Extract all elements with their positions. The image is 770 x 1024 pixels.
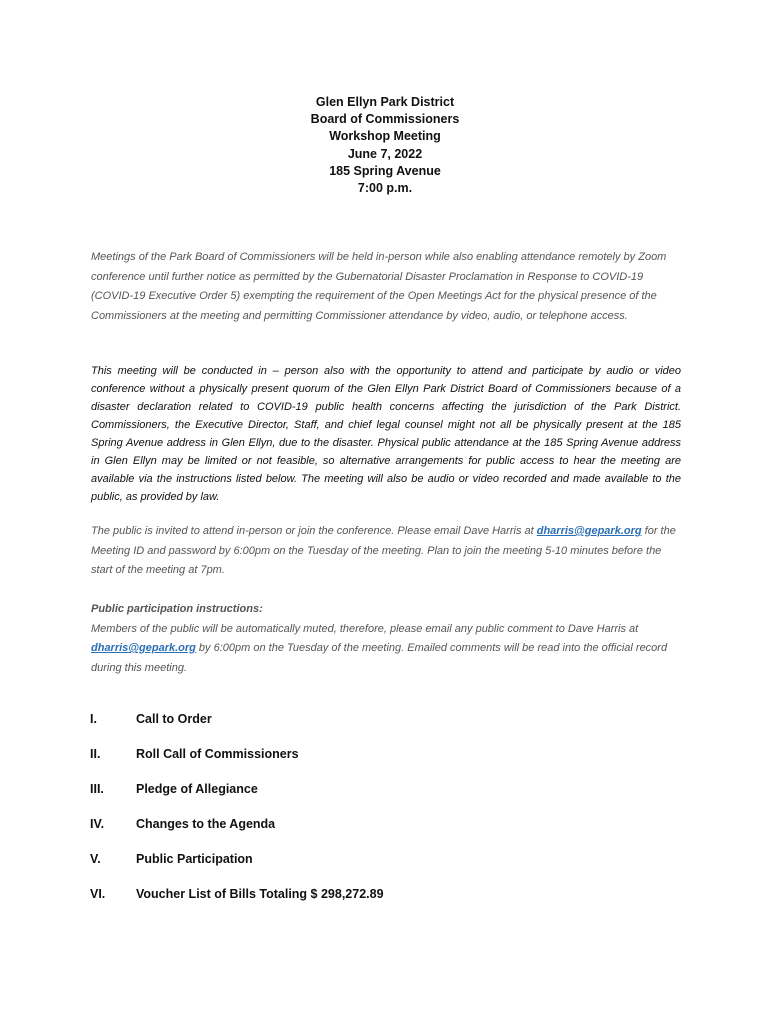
remote-attendance-notice: Meetings of the Park Board of Commissioners will be held in-person while also enabling attendance remotely by Zoom conference until further notice as permitted by the Gubernatorial Disaster Proclamation in Response to COVID-19 (COVID-19 Executive Order 5) exempting the requirement of the Open Meetings Act for the physical presence of the Commissioners at the meeting and permitting Commissioner attendance by video, audio, or telephone access. — [91, 251, 667, 322]
agenda-item-number: V. — [90, 852, 101, 866]
agenda-item-number: VI. — [90, 887, 106, 901]
agenda-item-number: III. — [90, 782, 104, 796]
district-name: Glen Ellyn Park District — [315, 95, 455, 109]
email-link[interactable]: dharris@gepark.org — [536, 525, 642, 537]
meeting-date: June 7, 2022 — [347, 146, 423, 161]
agenda-item-number: I. — [90, 712, 97, 726]
participation-instructions — [91, 600, 681, 678]
participation-heading: Public participation instructions: — [91, 603, 263, 615]
participation-text — [91, 620, 681, 679]
participation-email-link[interactable]: dharris@gepark.org — [91, 642, 196, 654]
agenda-item-title: Voucher List of Bills Totaling $ 298,272.89 — [136, 887, 384, 901]
meeting-type: Workshop Meeting — [329, 129, 441, 144]
agenda-item-title: Public Participation — [136, 852, 253, 866]
meeting-header — [0, 94, 770, 197]
participation-text-end: by 6:00pm on the Tuesday of the meeting. Emailed comments will be read into the official record during this meeting. — [91, 642, 668, 674]
agenda-item-title: Roll Call of Commissioners — [136, 747, 299, 761]
agenda-item-title: Changes to the Agenda — [136, 817, 276, 831]
meeting-time: 7:00 p.m. — [357, 181, 413, 196]
agenda-item-title: Pledge of Allegiance — [136, 782, 258, 796]
meeting-address: 185 Spring Avenue — [329, 163, 441, 178]
public-invite-paragraph — [91, 522, 681, 581]
invite-text-start: The public is invited to attend in-person or join the conference. Please email Dave Harris at — [91, 525, 537, 537]
agenda-item-number: IV. — [90, 817, 105, 831]
board-name: Board of Commissioners — [310, 112, 460, 127]
agenda-item-title: Call to Order — [136, 712, 212, 726]
in-person-conduct-notice: This meeting will be conducted in – person also with the opportunity to attend and participate by audio or video conference without a physically present quorum of the Glen Ellyn Park District Board of Commissioners because of a disaster declaration related to COVID-19 public health concerns affecting the jurisdiction of the Park District. Commissioners, the Executive Director, Staff, and chief legal counsel might not all be physically present at the 185 Spring Avenue address in Glen Ellyn, due to the disaster. Physical public attendance at the 185 Spring Avenue address in Glen Ellyn may be limited or not feasible, so alternative arrangements for public access to hear the meeting are available via the instructions listed below. The meeting will also be audio or video recorded and made available to the public, as provided by law. — [91, 365, 681, 503]
participation-text-start: Members of the public will be automatically muted, therefore, please email any public comment to Dave Harris at — [91, 622, 639, 635]
agenda-item-number: II. — [90, 747, 101, 761]
invite-text-end: for the Meeting ID and password by 6:00pm on the Tuesday of the meeting. Plan to join the meeting 5-10 minutes before the start of the meeting at 7pm. — [91, 525, 676, 576]
